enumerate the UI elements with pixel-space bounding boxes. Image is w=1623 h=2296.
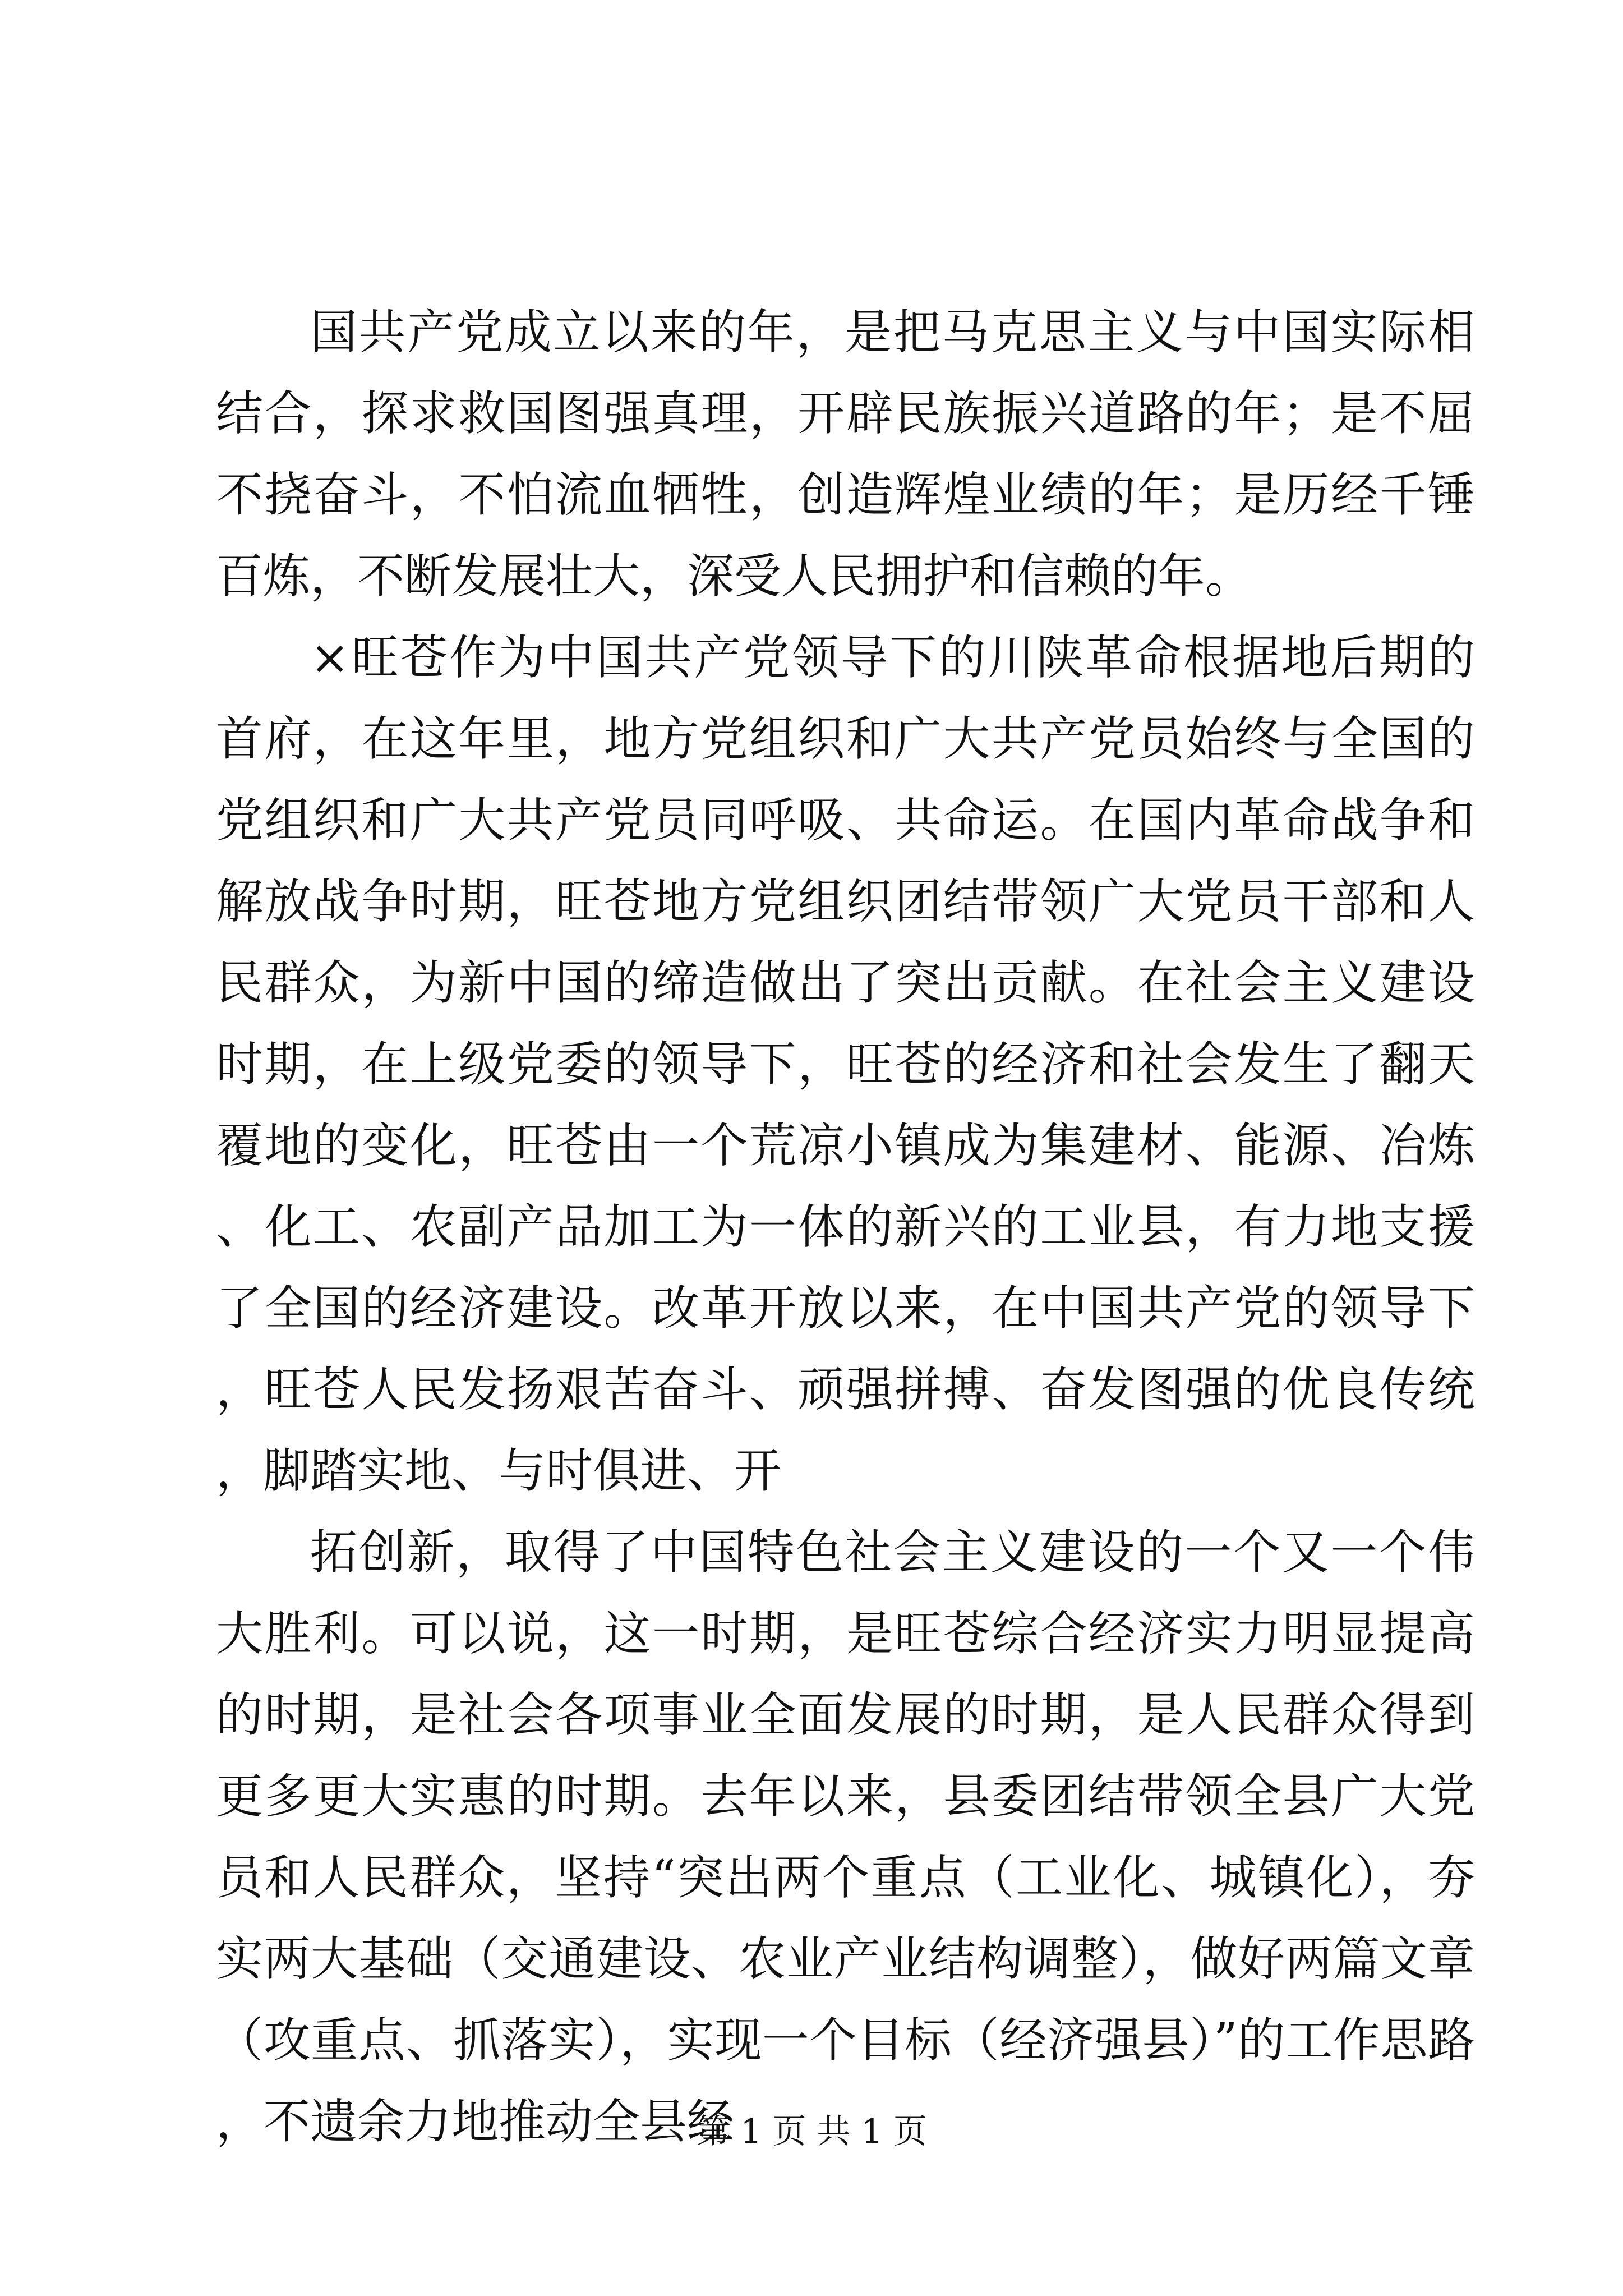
document-body [216,292,1475,2162]
page-footer: 第 1 页 共 1 页 [696,2112,927,2151]
paragraph-2: ×旺苍作为中国共产党领导下的川陕革命根据地后期的首府，在这年里，地方党组织和广大共产党员始终与全国的党组织和广大共产党员同呼吸、共命运。在国内革命战争和解放战争时期，旺苍地方党组织团结带领广大党员干部和人民群众，为新中国的缔造做出了突出贡献。在社会主义建设时期，在上级党委的领导下，旺苍的经济和社会发生了翻天覆地的变化，旺苍由一个荒凉小镇成为集建材、能源、冶炼、化工、农副产品加工为一体的新兴的工业县，有力地支援了全国的经济建设。改革开放以来，在中国共产党的领导下，旺苍人民发扬艰苦奋斗、顽强拼搏、奋发图强的优良传统，脚踏实地、与时俱进、开 [216,630,1475,1498]
paragraph-3: 拓创新，取得了中国特色社会主义建设的一个又一个伟大胜利。可以说，这一时期，是旺苍综合经济实力明显提高的时期，是社会各项事业全面发展的时期，是人民群众得到更多更大实惠的时期。去年以来，县委团结带领全县广大党员和人民群众，坚持“突出两个重点（工业化、城镇化），夯实两大基础（交通建设、农业产业结构调整），做好两篇文章（攻重点、抓落实），实现一个目标（经济强县）”的工作思路，不遗余力地推动全县经 [216,1525,1475,2149]
paragraph-1: 国共产党成立以来的年，是把马克思主义与中国实际相结合，探求救国图强真理，开辟民族振兴道路的年；是不屈不挠奋斗，不怕流血牺牲，创造辉煌业绩的年；是历经千锤百炼，不断发展壮大，深受人民拥护和信赖的年。 [216,305,1475,604]
